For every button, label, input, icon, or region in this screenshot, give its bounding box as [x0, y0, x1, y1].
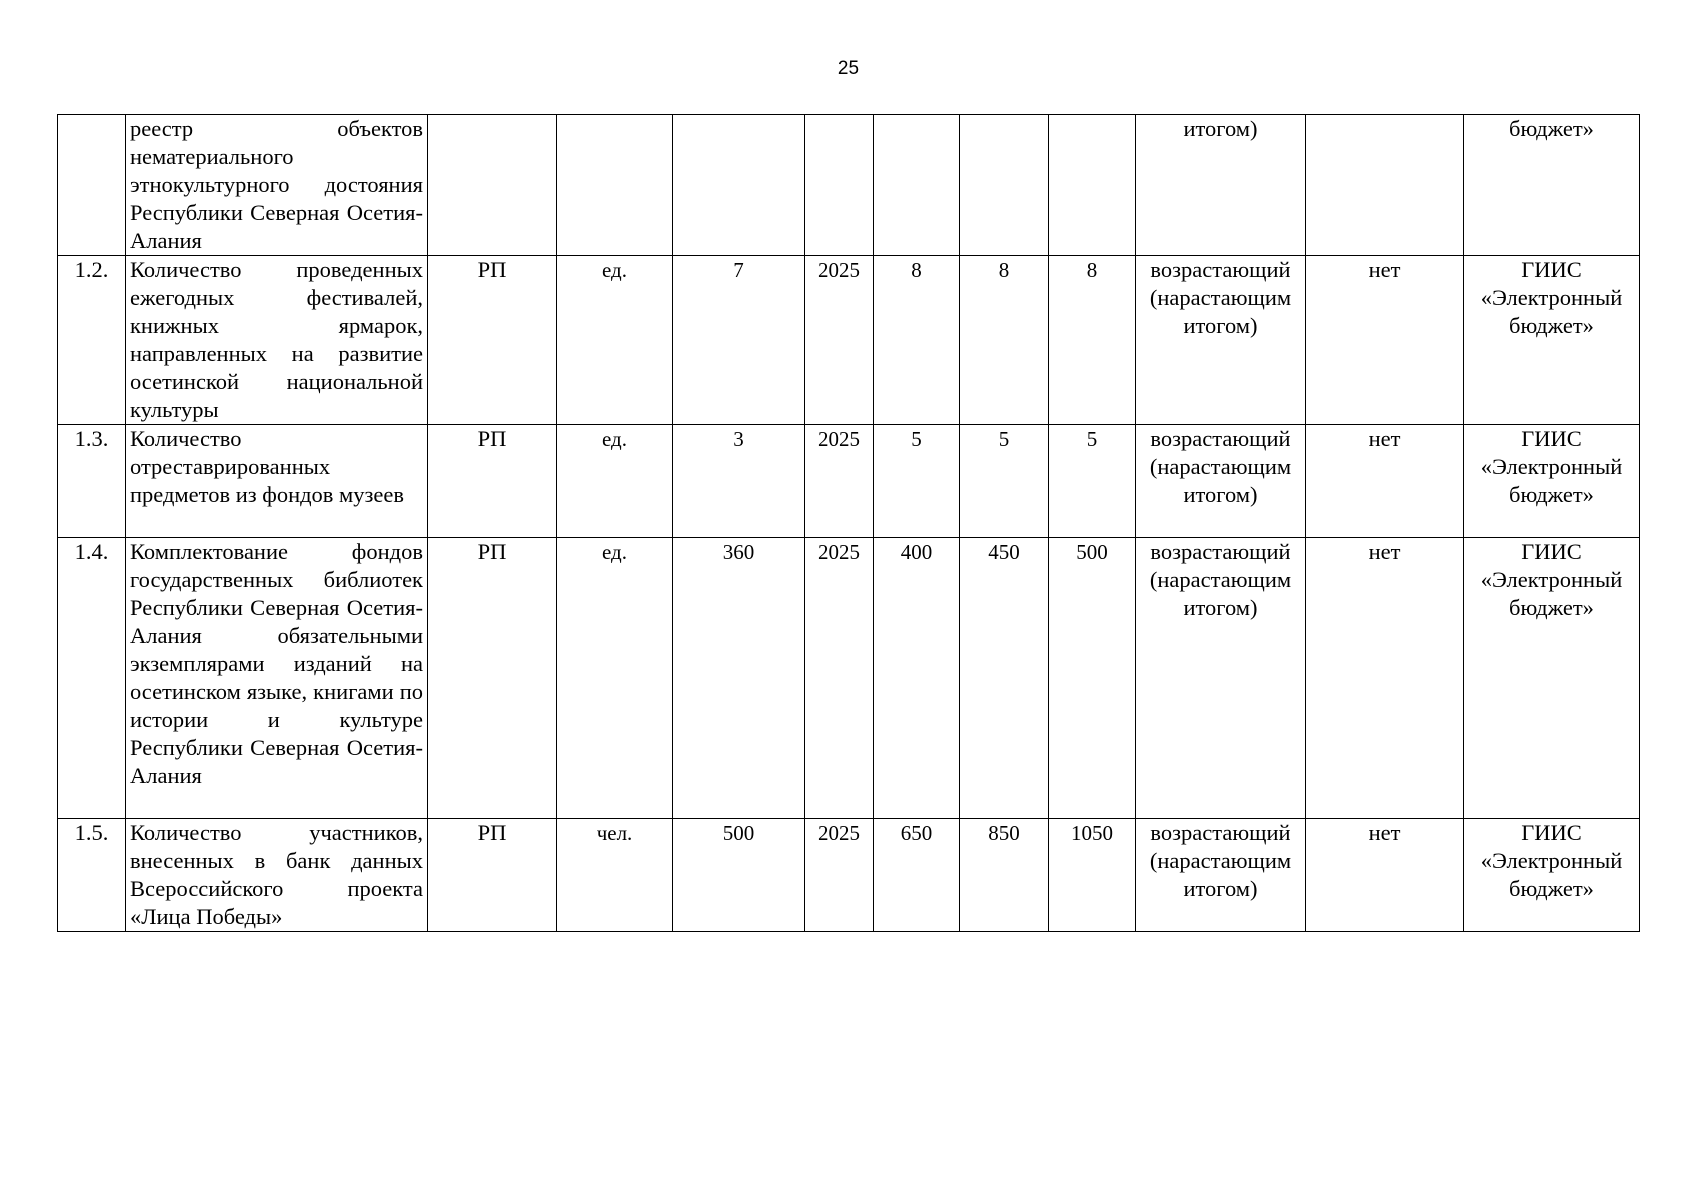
- table-row: [58, 425, 1640, 538]
- indicators-table: [57, 114, 1640, 932]
- decomposition: нет: [1306, 538, 1464, 819]
- base-year: 2025: [805, 256, 874, 425]
- indicator-type: возрастающий (нарастающим итогом): [1136, 425, 1306, 538]
- value-year-3: 8: [1049, 256, 1136, 425]
- indicator-level: РП: [428, 256, 557, 425]
- value-year-3: 500: [1049, 538, 1136, 819]
- indicator-level: РП: [428, 819, 557, 932]
- decomposition: нет: [1306, 256, 1464, 425]
- indicator-level: [428, 115, 557, 256]
- unit: [557, 115, 673, 256]
- unit: чел.: [557, 819, 673, 932]
- row-number: 1.3.: [58, 425, 126, 538]
- data-source: ГИИС «Электронный бюджет»: [1464, 538, 1640, 819]
- indicator-name: реестр объектов нематериального этнокультурного достояния Республики Северная Осетия-Алания: [126, 115, 428, 256]
- decomposition: [1306, 115, 1464, 256]
- indicator-type: возрастающий (нарастающим итогом): [1136, 538, 1306, 819]
- value-year-3: 1050: [1049, 819, 1136, 932]
- base-year: 2025: [805, 819, 874, 932]
- value-year-2: [960, 115, 1049, 256]
- value-year-1: 8: [874, 256, 960, 425]
- data-source: ГИИС «Электронный бюджет»: [1464, 819, 1640, 932]
- value-year-3: 5: [1049, 425, 1136, 538]
- indicator-type: возрастающий (нарастающим итогом): [1136, 819, 1306, 932]
- indicator-name: Количество проведенных ежегодных фестивалей, книжных ярмарок, направленных на развитие осетинской национальной культуры: [126, 256, 428, 425]
- unit: ед.: [557, 425, 673, 538]
- indicator-name: Количество отреставрированных предметов из фондов музеев: [126, 425, 428, 538]
- base-year: 2025: [805, 538, 874, 819]
- data-source: ГИИС «Электронный бюджет»: [1464, 256, 1640, 425]
- value-year-2: 850: [960, 819, 1049, 932]
- value-year-1: 400: [874, 538, 960, 819]
- value-year-2: 5: [960, 425, 1049, 538]
- indicator-name: Комплектование фондов государственных библиотек Республики Северная Осетия-Алания обязательными экземплярами изданий на осетинском языке, книгами по истории и культуре Республики Северная Осетия-Алания: [126, 538, 428, 819]
- page-number: 25: [837, 58, 860, 79]
- table-row: [58, 115, 1640, 256]
- data-source: ГИИС «Электронный бюджет»: [1464, 425, 1640, 538]
- decomposition: нет: [1306, 425, 1464, 538]
- value-year-1: 650: [874, 819, 960, 932]
- base-year: [805, 115, 874, 256]
- table-row: [58, 256, 1640, 425]
- value-year-2: 8: [960, 256, 1049, 425]
- value-year-2: 450: [960, 538, 1049, 819]
- row-number: 1.4.: [58, 538, 126, 819]
- row-number: 1.2.: [58, 256, 126, 425]
- table-row: [58, 819, 1640, 932]
- value-year-1: 5: [874, 425, 960, 538]
- value-year-1: [874, 115, 960, 256]
- value-year-3: [1049, 115, 1136, 256]
- row-number: 1.5.: [58, 819, 126, 932]
- indicator-level: РП: [428, 538, 557, 819]
- base-value: 3: [673, 425, 805, 538]
- base-value: 360: [673, 538, 805, 819]
- indicator-level: РП: [428, 425, 557, 538]
- decomposition: нет: [1306, 819, 1464, 932]
- table-row: [58, 538, 1640, 819]
- unit: ед.: [557, 256, 673, 425]
- indicator-name: Количество участников, внесенных в банк данных Всероссийского проекта «Лица Победы»: [126, 819, 428, 932]
- indicator-type: итогом): [1136, 115, 1306, 256]
- base-value: [673, 115, 805, 256]
- base-year: 2025: [805, 425, 874, 538]
- row-number: [58, 115, 126, 256]
- unit: ед.: [557, 538, 673, 819]
- base-value: 7: [673, 256, 805, 425]
- indicator-type: возрастающий (нарастающим итогом): [1136, 256, 1306, 425]
- data-source: бюджет»: [1464, 115, 1640, 256]
- base-value: 500: [673, 819, 805, 932]
